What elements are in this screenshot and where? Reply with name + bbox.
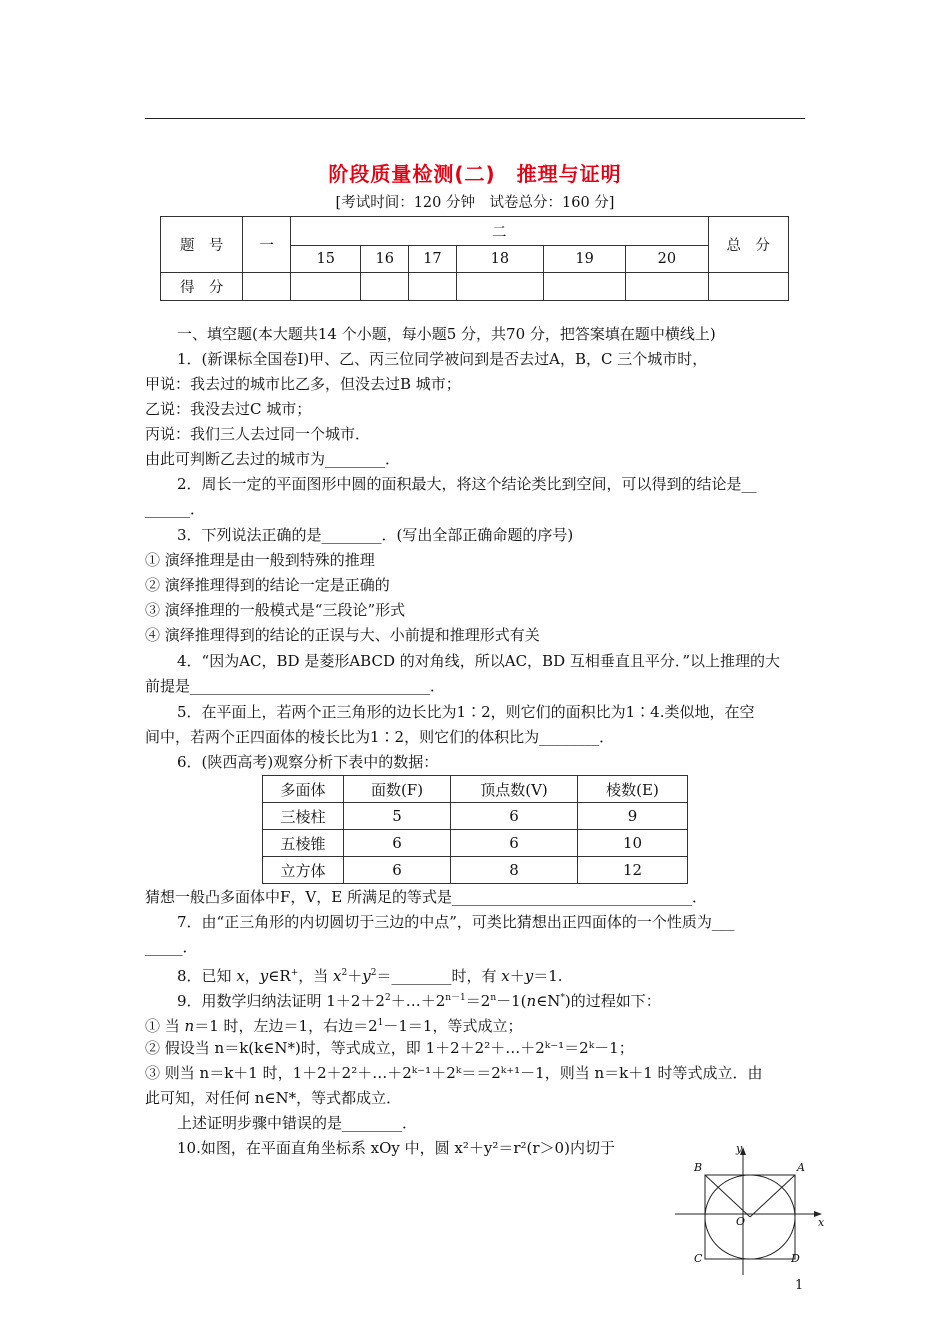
question-3-option-2: ② 演绎推理得到的结论一定是正确的 [145, 576, 390, 594]
question-number-cell: 16 [361, 246, 409, 273]
text: ＝1. [533, 967, 563, 985]
superscript: 1 [377, 1018, 384, 1028]
variable: n [184, 1017, 195, 1035]
question-4-line-2: 前提是________________________________． [145, 677, 446, 695]
text: ∈R [268, 967, 291, 985]
question-9-step-3-line-1: ③ 则当 n＝k＋1 时，1＋2＋2²＋…＋2ᵏ⁻¹＋2ᵏ＝＝2ᵏ⁺¹－1，则当 n＝k＋1 时等式成立．由 [145, 1064, 763, 1082]
score-row-label: 得 分 [161, 273, 243, 301]
question-8 [177, 963, 563, 986]
question-2-line-2: ______． [145, 500, 206, 518]
table-cell: 10 [578, 830, 688, 857]
column-header: 多面体 [263, 776, 344, 803]
table-cell: 12 [578, 857, 688, 884]
column-header: 面数(F) [344, 776, 451, 803]
table-cell: 6 [344, 830, 451, 857]
score-table-label: 题 号 [161, 217, 243, 273]
superscript: + [290, 968, 299, 978]
table-cell: 6 [451, 803, 578, 830]
superscript: * [560, 993, 565, 1003]
table-cell: 9 [578, 803, 688, 830]
question-6-stem: 6．(陕西高考)观察分析下表中的数据： [177, 753, 439, 771]
question-1-stem: 1．(新课标全国卷Ⅰ)甲、乙、丙三位同学被问到是否去过A，B，C 三个城市时， [177, 350, 708, 368]
score-cell [543, 273, 625, 301]
y-axis-label: y [736, 1142, 743, 1155]
question-3-option-4: ④ 演绎推理得到的结论的正误与大、小前提和推理形式有关 [145, 626, 540, 644]
text: )的过程如下： [564, 992, 661, 1010]
text: 9．用数学归纳法证明 1＋2＋2 [177, 992, 385, 1010]
variable: y [259, 967, 269, 985]
question-number-cell: 15 [291, 246, 361, 273]
point-c-label: C [694, 1252, 703, 1265]
text: ，当 [298, 967, 334, 985]
superscript: 2 [384, 993, 391, 1003]
segment-oa [750, 1175, 795, 1217]
question-4-line-1: 4．“因为AC，BD 是菱形ABCD 的对角线，所以AC，BD 互相垂直且平分．”以上推理的大 [177, 652, 781, 670]
score-cell [456, 273, 543, 301]
score-cell [361, 273, 409, 301]
table-cell: 5 [344, 803, 451, 830]
point-b-label: B [694, 1161, 703, 1174]
question-7-line-2: _____． [145, 938, 198, 956]
score-cell [291, 273, 361, 301]
variable: x [501, 967, 510, 985]
question-3-option-1: ① 演绎推理是由一般到特殊的推理 [145, 551, 375, 569]
total-header: 总 分 [708, 217, 788, 273]
part-two-header: 二 [291, 217, 709, 246]
exam-info: [考试时间：120 分钟 试卷总分：160 分] [335, 195, 615, 211]
variable: x [333, 967, 342, 985]
text: －1( [496, 992, 527, 1010]
question-9-ask: 上述证明步骤中错误的是________． [177, 1114, 418, 1132]
score-table [160, 216, 789, 301]
question-5-line-1: 5．在平面上，若两个正三角形的边长比为1∶2，则它们的面积比为1∶4.类似地，在空 [177, 703, 755, 721]
page-title: 阶段质量检测(二) 推理与证明 [328, 162, 622, 186]
table-cell: 6 [451, 830, 578, 857]
text: ① 当 [145, 1017, 185, 1035]
question-1-statement-c: 丙说：我们三人去过同一个城市． [145, 425, 371, 443]
superscript: n [490, 993, 497, 1003]
question-1-statement-b: 乙说：我没去过C 城市； [145, 400, 312, 418]
text: ＋…＋2 [390, 992, 446, 1010]
table-cell: 三棱柱 [263, 803, 344, 830]
text: ＝________时，有 [376, 967, 502, 985]
polyhedron-table [262, 775, 688, 884]
column-header: 顶点数(V) [451, 776, 578, 803]
text: 8．已知 [177, 967, 237, 985]
variable: y [362, 967, 371, 985]
origin-label: O [736, 1215, 746, 1228]
text: －1＝1，等式成立； [383, 1017, 523, 1035]
variable: y [524, 967, 534, 985]
variable: n [526, 992, 537, 1010]
text: ＋ [509, 967, 525, 985]
superscript: 2 [341, 968, 348, 978]
question-number-cell: 19 [543, 246, 625, 273]
question-10-line-1: 10.如图，在平面直角坐标系 xOy 中，圆 x²＋y²＝r²(r＞0)内切于 [177, 1139, 615, 1157]
text: ＝1 时，左边＝1，右边＝2 [194, 1017, 378, 1035]
question-9-step-2: ② 假设当 n＝k(k∈N*)时，等式成立，即 1＋2＋2²＋…＋2ᵏ⁻¹＝2ᵏ－1； [145, 1039, 634, 1057]
circle-in-square-figure [670, 1135, 835, 1280]
question-9-step-3-line-2: 此可知，对任何 n∈N*，等式都成立． [145, 1089, 402, 1107]
score-cell [626, 273, 708, 301]
question-1-ask: 由此可判断乙去过的城市为________． [145, 450, 401, 468]
page-number: 1 [795, 1278, 804, 1293]
question-number-cell: 20 [626, 246, 708, 273]
question-1-statement-a: 甲说：我去过的城市比乙多，但没去过B 城市； [145, 375, 461, 393]
question-number-cell: 17 [409, 246, 457, 273]
table-cell: 8 [451, 857, 578, 884]
table-cell: 立方体 [263, 857, 344, 884]
score-cell [409, 273, 457, 301]
text: ＝2 [465, 992, 491, 1010]
superscript: 2 [370, 968, 377, 978]
question-3-stem: 3．下列说法正确的是________．(写出全部正确命题的序号) [177, 526, 574, 544]
point-d-label: D [791, 1252, 800, 1265]
column-header: 棱数(E) [578, 776, 688, 803]
question-7-line-1: 7．由“正三角形的内切圆切于三边的中点”，可类比猜想出正四面体的一个性质为___ [177, 913, 735, 931]
question-number-cell: 18 [456, 246, 543, 273]
question-3-option-3: ③ 演绎推理的一般模式是“三段论”形式 [145, 601, 406, 619]
table-row [263, 803, 688, 830]
question-5-line-2: 间中，若两个正四面体的棱长比为1∶2，则它们的体积比为________． [145, 728, 615, 746]
header-rule [145, 118, 805, 119]
variable: x [236, 967, 245, 985]
text: ＋ [347, 967, 363, 985]
question-6-ask: 猜想一般凸多面体中F，V，E 所满足的等式是________________________________． [145, 888, 707, 906]
point-a-label: A [797, 1161, 805, 1174]
question-9-step-1 [145, 1013, 522, 1036]
superscript: n－1 [445, 993, 466, 1003]
section-heading: 一、填空题(本大题共14 个小题，每小题5 分，共70 分，把答案填在题中横线上) [177, 325, 716, 343]
table-cell: 五棱锥 [263, 830, 344, 857]
table-row [263, 830, 688, 857]
x-axis-label: x [818, 1216, 825, 1229]
question-2-line-1: 2．周长一定的平面图形中圆的面积最大，将这个结论类比到空间，可以得到的结论是__ [177, 475, 757, 493]
score-cell [243, 273, 291, 301]
table-row [263, 857, 688, 884]
score-cell [708, 273, 788, 301]
table-cell: 6 [344, 857, 451, 884]
question-9-stem [177, 988, 661, 1011]
text: ∈N [536, 992, 561, 1010]
part-one-header: 一 [243, 217, 291, 273]
text: ， [244, 967, 260, 985]
